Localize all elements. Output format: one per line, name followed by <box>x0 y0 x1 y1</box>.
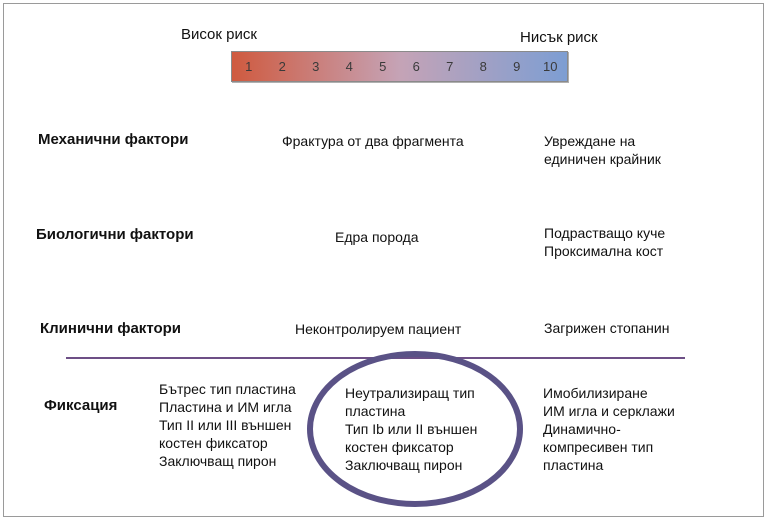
scale-number-9: 9 <box>513 59 521 74</box>
scale-number-6: 6 <box>412 59 420 74</box>
fixation-low-line-5: пластина <box>543 457 604 473</box>
fixation-label: Фиксация <box>44 397 118 414</box>
fixation-high-line-3: Тип II или III външен <box>159 417 292 433</box>
biological-high-risk-text <box>335 228 419 246</box>
fixation-mid-line-4: костен фиксатор <box>345 439 454 455</box>
fixation-mid-line-5: Заключващ пирон <box>345 457 463 473</box>
scale-number-10: 10 <box>543 59 558 74</box>
fixation-low-line-3: Динамично- <box>543 421 621 437</box>
fixation-low-line-2: ИМ игла и серклажи <box>543 403 675 419</box>
clinical-factors-label: Клинични фактори <box>40 320 182 337</box>
fixation-low-line-1: Имобилизиране <box>543 385 648 401</box>
mechanical-low-risk-text <box>544 132 661 168</box>
clinical-high-line-1: Неконтролируем пациент <box>295 321 462 337</box>
mechanical-high-risk-text <box>282 132 464 150</box>
scale-number-5: 5 <box>379 59 387 74</box>
high-risk-label: Висок риск <box>181 26 257 43</box>
fixation-high-line-1: Бътрес тип пластина <box>159 381 296 397</box>
scale-number-2: 2 <box>278 59 286 74</box>
clinical-low-risk-text <box>544 319 669 337</box>
scale-number-1: 1 <box>245 59 253 74</box>
fixation-mid-line-3: Тип Ib или II външен <box>345 421 478 437</box>
scale-number-4: 4 <box>345 59 353 74</box>
biological-low-line-1: Подрастващо куче <box>544 225 666 241</box>
fixation-mid-line-1: Неутрализиращ тип <box>345 385 475 401</box>
fixation-mid-risk-text <box>345 384 477 474</box>
biological-factors-label: Биологични фактори <box>36 226 194 243</box>
clinical-low-line-1: Загрижен стопанин <box>544 320 670 336</box>
biological-low-line-2: Проксимална кост <box>544 243 664 259</box>
scale-number-8: 8 <box>479 59 487 74</box>
mechanical-low-line-1: Увреждане на <box>544 133 636 149</box>
mechanical-low-line-2: единичен крайник <box>544 151 661 167</box>
scale-number-3: 3 <box>312 59 320 74</box>
scale-number-7: 7 <box>446 59 454 74</box>
fixation-high-line-4: костен фиксатор <box>159 435 268 451</box>
fixation-high-risk-text <box>159 380 296 470</box>
biological-low-risk-text <box>544 224 665 260</box>
clinical-high-risk-text <box>295 320 461 338</box>
fixation-low-line-4: компресивен тип <box>543 439 654 455</box>
fixation-mid-line-2: пластина <box>345 403 406 419</box>
mechanical-high-line-1: Фрактура от два фрагмента <box>282 133 464 149</box>
biological-high-line-1: Едра порода <box>335 229 419 245</box>
mechanical-factors-label: Механични фактори <box>38 131 189 148</box>
fixation-low-risk-text <box>543 384 675 474</box>
fixation-high-line-5: Заключващ пирон <box>159 453 277 469</box>
low-risk-label: Нисък риск <box>520 29 598 46</box>
risk-scale-bar <box>231 51 568 82</box>
fixation-high-line-2: Пластина и ИМ игла <box>159 399 292 415</box>
